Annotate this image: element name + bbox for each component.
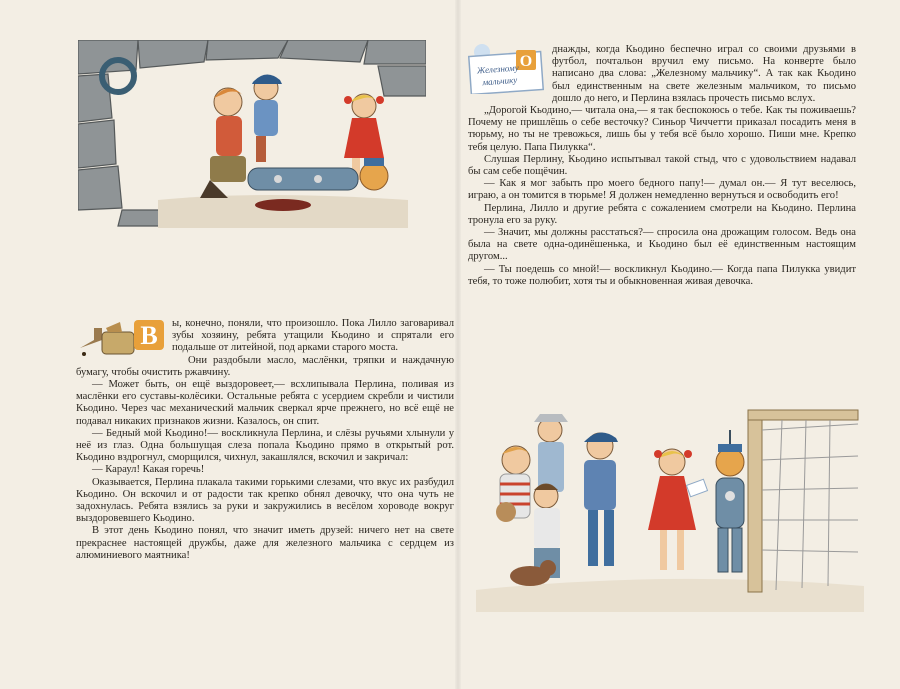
- paragraph: — Бедный мой Кьодино!— воскликнула Перлина, и слёзы ручьями хлынули у неё из глаз. Одна большущая слеза попала Кьодино прямо в открытый рот. Кьодино вздрогнул, сморщился, чихнул, закашлялся, вскочил и закричал:: [76, 427, 454, 464]
- paragraph: „Дорогой Кьодино,— читала она,— я так беспокоюсь о тебе. Как ты поживаешь? Почему не пришлёшь о себе весточку? Синьор Чиччетти приказал посадить меня в тюрьму, но ты не тревожься, лишь бы у тебя всё было хорошо. Пиши мне. Крепко тебя целую. Папа Пилукка“.: [468, 105, 856, 153]
- envelope-label-line1: Железному: [476, 62, 520, 76]
- paragraph: днажды, когда Кьодино беспечно играл со своими друзьями в футбол, почтальон вручил ему письмо. На конверте было написано два слова: „Железному мальчику“. А так как Кьодино был единственным на свете железным мальчиком, то письмо дошло до него, и Перлина взялась прочесть письмо вслух.: [552, 44, 856, 104]
- football-goal: [748, 410, 858, 592]
- oil-can-icon: [76, 318, 168, 358]
- girl-kneeling: [200, 88, 246, 198]
- illustration-football-scene: [476, 400, 864, 612]
- bridge-scene-drawing: [78, 40, 426, 228]
- paragraph: В этот день Кьодино понял, что значит иметь друзей: ничего нет на свете прекраснее настоящей дружбы, даже для железного мальчика с сердцем из алюминиевого маятника!: [76, 525, 454, 561]
- left-text-column: [76, 318, 454, 562]
- football-scene-drawing: [476, 400, 864, 612]
- envelope-label-line2: мальчику: [482, 74, 518, 88]
- paragraph: Оказывается, Перлина плакала такими горькими слезами, что вкус их разбудил Кьодино. Он вскочил и от радости так крепко обнял девочку, что она чуть не задохнулась. Ребята взялись за руки и закружились в весёлом хороводе вокруг выздоровевшего Кьодино.: [76, 476, 454, 525]
- girl-red-dress: [648, 449, 708, 570]
- page-gutter: [455, 0, 461, 689]
- paragraph: ы, конечно, поняли, что произошло. Пока Лилло заговаривал зубы хозяину, ребята утащили Кьодино и спрятали его подальше от литейной, под арками старого моста.: [172, 318, 454, 354]
- iron-boy-standing: [716, 430, 744, 572]
- illustration-bridge-scene: [78, 40, 426, 228]
- dropcap-letter: В: [140, 321, 158, 350]
- paragraph: Перлина, Лилло и другие ребята с сожалением смотрели на Кьодино. Перлина тронула его за руку.: [468, 202, 856, 226]
- iron-boy-lying: [248, 158, 388, 190]
- puddle: [255, 199, 311, 211]
- boy-blue-cap: [252, 74, 282, 162]
- paragraph: — Ты поедешь со мной!— воскликнул Кьодино.— Когда папа Пилукка увидит тебя, то тоже полюбит, хотя ты и обыкновенная живая девочка.: [468, 263, 856, 287]
- dropcap-left: [76, 318, 168, 358]
- paragraph: — Как я мог забыть про моего бедного папу!— думал он.— Я тут веселюсь, играю, а он томится в тюрьме! Я должен немедленно вернуться и освободить его!: [468, 178, 856, 202]
- paragraph: — Может быть, он ещё выздоровеет,— всхлипывала Перлина, поливая из маслёнки его суставы-колёсики. Остальные ребята с усердием скребли и чистили Кьодино. Через час механический мальчик сверкал ярче прежнего, но всё ещё не подавал никаких признаков жизни. Казалось, он спит.: [76, 379, 454, 427]
- right-text-column: [468, 44, 856, 288]
- paragraph: Слушая Перлину, Кьодино испытывал такой стыд, что с удовольствием надавал бы сам себе пощёчин.: [468, 153, 856, 178]
- dropcap-right: [468, 44, 548, 94]
- paragraph: — Значит, мы должны расстаться?— спросила она дрожащим голосом. Ведь она была на свете одна-одинёшенька, и Кьодино был её единственным настоящим другом...: [468, 227, 856, 263]
- children-group: [496, 414, 618, 586]
- paragraph: — Караул! Какая горечь!: [92, 464, 205, 476]
- dropcap-letter: О: [519, 53, 533, 70]
- paragraph: Они раздобыли масло, маслёнки, тряпки и наждачную бумагу, чтобы очистить ржавчину.: [76, 354, 454, 378]
- envelope-icon: [468, 44, 548, 94]
